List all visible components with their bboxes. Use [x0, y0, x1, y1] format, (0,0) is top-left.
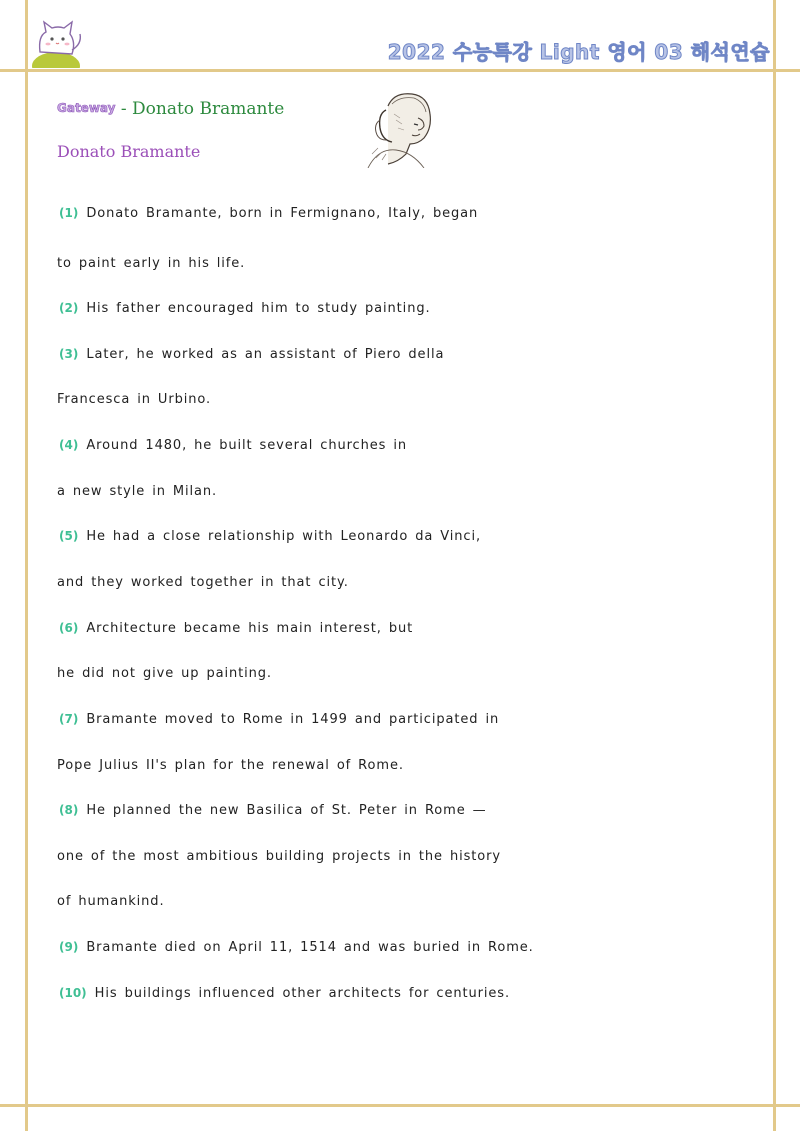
sentence-number: (10) [59, 986, 87, 1000]
sentence-3-cont: Francesca in Urbino. [57, 392, 212, 407]
gateway-label: Gateway [57, 101, 116, 115]
sentence-text: Architecture became his main interest, but [86, 621, 414, 636]
lesson-title-text: Donato Bramante [132, 99, 285, 119]
sentence-number: (4) [59, 438, 79, 452]
footer-rule [0, 1104, 800, 1107]
sentence-text: His buildings influenced other architects for centuries. [94, 986, 511, 1001]
sentence-9 [57, 940, 534, 955]
sentence-7-cont: Pope Julius II's plan for the renewal of Rome. [57, 758, 404, 773]
lesson-subtitle: Donato Bramante [57, 142, 201, 161]
sentence-1 [57, 206, 478, 221]
cat-mascot-icon [30, 14, 86, 68]
sentence-3 [57, 347, 444, 362]
page-border-right [773, 0, 776, 1131]
sentence-text: His father encouraged him to study painting. [86, 301, 431, 316]
sentence-text: He had a close relationship with Leonardo da Vinci, [86, 529, 482, 544]
sentence-text: Bramante died on April 11, 1514 and was buried in Rome. [86, 940, 534, 955]
page-border-left [25, 0, 28, 1131]
sentence-number: (5) [59, 529, 79, 543]
sentence-text: Bramante moved to Rome in 1499 and participated in [86, 712, 500, 727]
sentence-5-cont: and they worked together in that city. [57, 575, 349, 590]
sentence-text: Later, he worked as an assistant of Piero della [86, 347, 445, 362]
bramante-portrait-sketch [358, 84, 442, 168]
sentence-10 [57, 986, 510, 1001]
sentence-number: (8) [59, 803, 79, 817]
sentence-text: Donato Bramante, born in Fermignano, Italy, began [86, 206, 479, 221]
sentence-4-cont: a new style in Milan. [57, 484, 218, 499]
sentence-number: (9) [59, 940, 79, 954]
sentence-number: (7) [59, 712, 79, 726]
sentence-number: (1) [59, 206, 79, 220]
sentence-6-cont: he did not give up painting. [57, 666, 272, 681]
sentence-number: (2) [59, 301, 79, 315]
sentence-1-cont: to paint early in his life. [57, 256, 246, 271]
title-dash: - [115, 99, 133, 119]
header-title: 2022 수능특강 Light 영어 03 해석연습 [387, 40, 770, 64]
sentence-8-cont: one of the most ambitious building projects in the history [57, 849, 501, 864]
sentence-4 [57, 438, 407, 453]
sentence-6 [57, 621, 413, 636]
sentence-7 [57, 712, 499, 727]
sentence-number: (6) [59, 621, 79, 635]
header-rule [0, 69, 800, 72]
sentence-2 [57, 301, 431, 316]
sentence-text: Around 1480, he built several churches in [86, 438, 408, 453]
sentence-text: He planned the new Basilica of St. Peter in Rome — [86, 803, 487, 818]
sentence-8 [57, 803, 487, 818]
lesson-title [57, 99, 284, 119]
sentence-number: (3) [59, 347, 79, 361]
sentence-8-cont-2: of humankind. [57, 894, 165, 909]
sentence-5 [57, 529, 481, 544]
